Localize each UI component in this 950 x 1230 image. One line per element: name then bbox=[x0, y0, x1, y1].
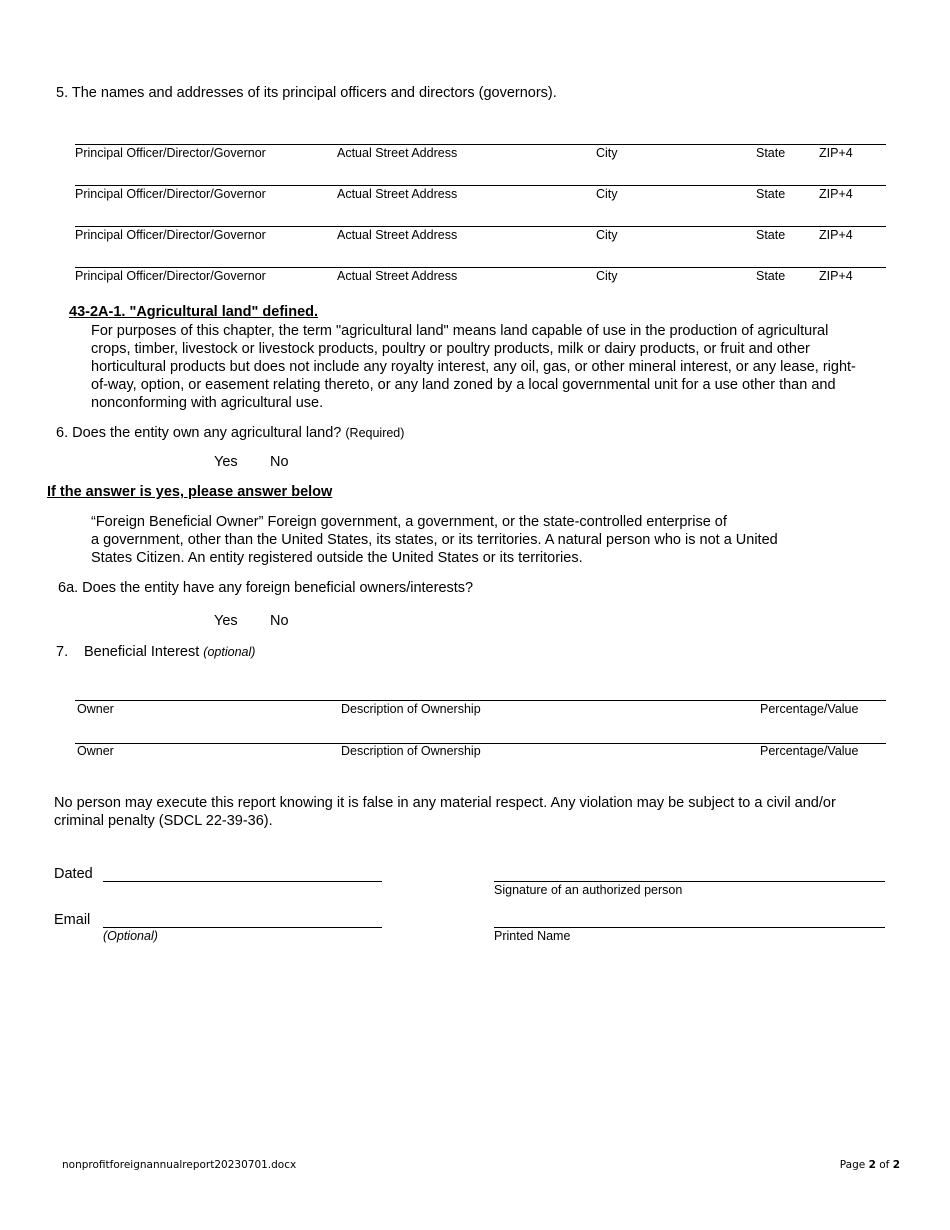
officer-label: Principal Officer/Director/Governor bbox=[75, 187, 266, 201]
address-label: Actual Street Address bbox=[337, 187, 458, 201]
officer-line-2[interactable] bbox=[75, 185, 886, 186]
value-label: Percentage/Value bbox=[760, 702, 859, 716]
officer-label: Principal Officer/Director/Governor bbox=[75, 269, 266, 283]
email-field[interactable] bbox=[103, 927, 382, 928]
q6a-yes-option[interactable]: Yes bbox=[214, 613, 238, 629]
description-label: Description of Ownership bbox=[341, 702, 481, 716]
penalty-line-2: criminal penalty (SDCL 22-39-36). bbox=[54, 813, 273, 829]
state-label: State bbox=[756, 187, 786, 201]
if-yes-heading: If the answer is yes, please answer below bbox=[47, 484, 333, 500]
state-label: State bbox=[756, 228, 786, 242]
officer-line-1[interactable] bbox=[75, 144, 886, 145]
city-label: City bbox=[596, 228, 618, 242]
email-label: Email bbox=[54, 912, 91, 928]
question-number: 5. bbox=[56, 85, 69, 101]
question-5 bbox=[56, 85, 557, 101]
zip-label: ZIP+4 bbox=[819, 269, 853, 283]
printed-name-label: Printed Name bbox=[494, 929, 571, 943]
city-label: City bbox=[596, 146, 618, 160]
officer-line-4[interactable] bbox=[75, 267, 886, 268]
officer-line-3[interactable] bbox=[75, 226, 886, 227]
owner-line-1[interactable] bbox=[75, 700, 886, 701]
officer-label: Principal Officer/Director/Governor bbox=[75, 228, 266, 242]
page-of: of bbox=[879, 1159, 890, 1171]
question-7 bbox=[84, 644, 255, 660]
foreign-owner-line-1: “Foreign Beneficial Owner” Foreign government, a government, or the state-controlled enterprise of bbox=[91, 514, 727, 530]
printed-name-field[interactable] bbox=[494, 927, 885, 928]
question-text: The names and addresses of its principal officers and directors (governors). bbox=[71, 85, 557, 101]
dated-label: Dated bbox=[54, 866, 93, 882]
zip-label: ZIP+4 bbox=[819, 228, 853, 242]
address-label: Actual Street Address bbox=[337, 269, 458, 283]
state-label: State bbox=[756, 269, 786, 283]
dated-field[interactable] bbox=[103, 881, 382, 882]
optional-note: (optional) bbox=[203, 645, 256, 659]
email-optional-note: (Optional) bbox=[103, 929, 158, 943]
zip-label: ZIP+4 bbox=[819, 187, 853, 201]
foreign-owner-line-3: States Citizen. An entity registered outside the United States or its territories. bbox=[91, 550, 583, 566]
question-text: Beneficial Interest bbox=[84, 644, 200, 660]
description-label: Description of Ownership bbox=[341, 744, 481, 758]
address-label: Actual Street Address bbox=[337, 146, 458, 160]
page-number bbox=[840, 1159, 900, 1171]
page-total: 2 bbox=[892, 1159, 900, 1171]
definition-body: For purposes of this chapter, the term "agricultural land" means land capable of use in the production of agricultural crops, timber, livestock or livestock products, poultry or poultry products, milk or dairy products, or fruit and other horticultural products but does not include any royalty interest, any oil, gas, or other mineral interest, or any lease, right-of-way, option, or easement relating thereto, or any land zoned by a local governmental unit for a use other than and nonconforming with agricultural use. bbox=[91, 323, 856, 411]
page-prefix: Page bbox=[839, 1159, 866, 1171]
owner-label: Owner bbox=[77, 702, 114, 716]
owner-label: Owner bbox=[77, 744, 114, 758]
state-label: State bbox=[756, 146, 786, 160]
q6-yes-option[interactable]: Yes bbox=[214, 454, 238, 470]
question-number: 6. bbox=[56, 425, 69, 441]
question-text: Does the entity own any agricultural land? bbox=[72, 425, 342, 441]
penalty-line-1: No person may execute this report knowing it is false in any material respect. Any violation may be subject to a civil and/or bbox=[54, 795, 836, 811]
officer-label: Principal Officer/Director/Governor bbox=[75, 146, 266, 160]
city-label: City bbox=[596, 187, 618, 201]
question-6 bbox=[56, 425, 404, 441]
city-label: City bbox=[596, 269, 618, 283]
foreign-owner-line-2: a government, other than the United States, its states, or its territories. A natural person who is not a United bbox=[91, 532, 778, 548]
signature-label: Signature of an authorized person bbox=[494, 883, 683, 897]
footer-filename: nonprofitforeignannualreport20230701.docx bbox=[62, 1159, 297, 1171]
definition-heading: 43-2A-1. "Agricultural land" defined. bbox=[69, 304, 319, 320]
question-7-number: 7. bbox=[56, 644, 69, 660]
value-label: Percentage/Value bbox=[760, 744, 859, 758]
required-note: (Required) bbox=[345, 426, 405, 440]
q6a-no-option[interactable]: No bbox=[270, 613, 289, 629]
q6-no-option[interactable]: No bbox=[270, 454, 289, 470]
signature-field[interactable] bbox=[494, 881, 885, 882]
question-6a: 6a. Does the entity have any foreign beneficial owners/interests? bbox=[58, 580, 474, 596]
zip-label: ZIP+4 bbox=[819, 146, 853, 160]
page-current: 2 bbox=[868, 1159, 876, 1171]
address-label: Actual Street Address bbox=[337, 228, 458, 242]
